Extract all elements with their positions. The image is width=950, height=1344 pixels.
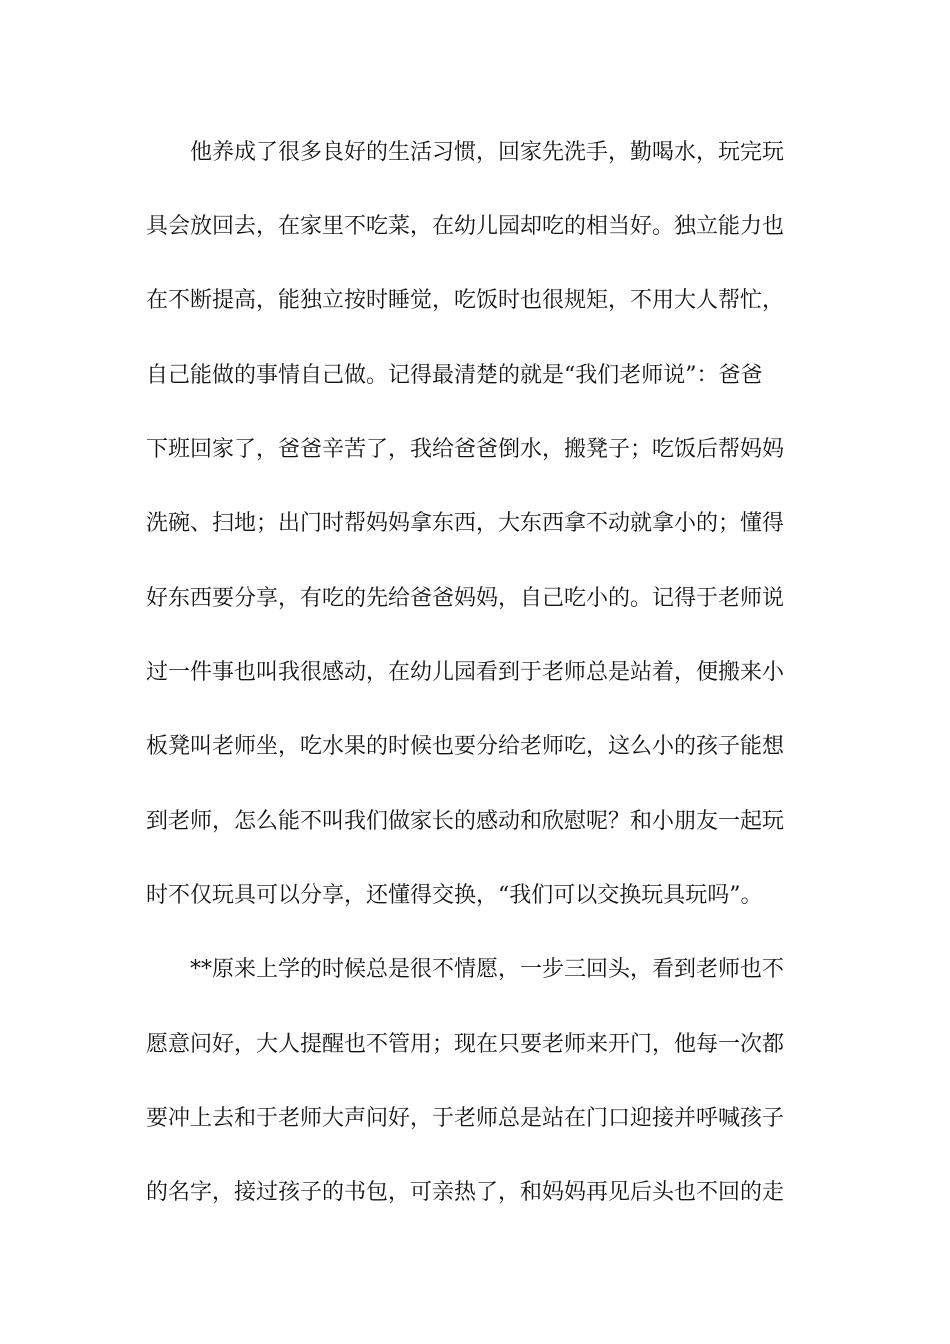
paragraph-1-line-7: 好东西要分享，有吃的先给爸爸妈妈，自己吃小的。记得于老师说 <box>146 586 785 611</box>
paragraph-1-line-4: 自己能做的事情自己做。记得最清楚的就是“我们老师说”：爸爸 <box>146 363 763 388</box>
paragraph-1-line-3: 在不断提高，能独立按时睡觉，吃饭时也很规矩，不用大人帮忙， <box>146 288 785 313</box>
paragraph-1-line-2: 具会放回去，在家里不吃菜，在幼儿园却吃的相当好。独立能力也 <box>146 214 785 239</box>
paragraph-2-line-3: 要冲上去和于老师大声问好，于老师总是站在门口迎接并呼喊孩子 <box>146 1106 785 1131</box>
paragraph-1-line-8: 过一件事也叫我很感动，在幼儿园看到于老师总是站着，便搬来小 <box>146 660 785 685</box>
paragraph-2-line-1: **原来上学的时候总是很不情愿，一步三回头，看到老师也不 <box>190 957 785 982</box>
paragraph-1-line-11: 时不仅玩具可以分享，还懂得交换，“我们可以交换玩具玩吗”。 <box>146 883 763 908</box>
paragraph-1-line-6: 洗碗、扫地；出门时帮妈妈拿东西，大东西拿不动就拿小的；懂得 <box>146 511 785 536</box>
paragraph-1-line-9: 板凳叫老师坐，吃水果的时候也要分给老师吃，这么小的孩子能想 <box>146 734 785 759</box>
paragraph-1-line-5: 下班回家了，爸爸辛苦了，我给爸爸倒水，搬凳子；吃饭后帮妈妈 <box>146 437 785 462</box>
paragraph-1-line-10: 到老师，怎么能不叫我们做家长的感动和欣慰呢？和小朋友一起玩 <box>146 809 785 834</box>
paragraph-2-line-2: 愿意问好，大人提醒也不管用；现在只要老师来开门，他每一次都 <box>146 1032 785 1057</box>
paragraph-1-line-1: 他养成了很多良好的生活习惯，回家先洗手，勤喝水，玩完玩 <box>190 140 785 165</box>
paragraph-2-line-4: 的名字，接过孩子的书包，可亲热了，和妈妈再见后头也不回的走 <box>146 1180 785 1205</box>
